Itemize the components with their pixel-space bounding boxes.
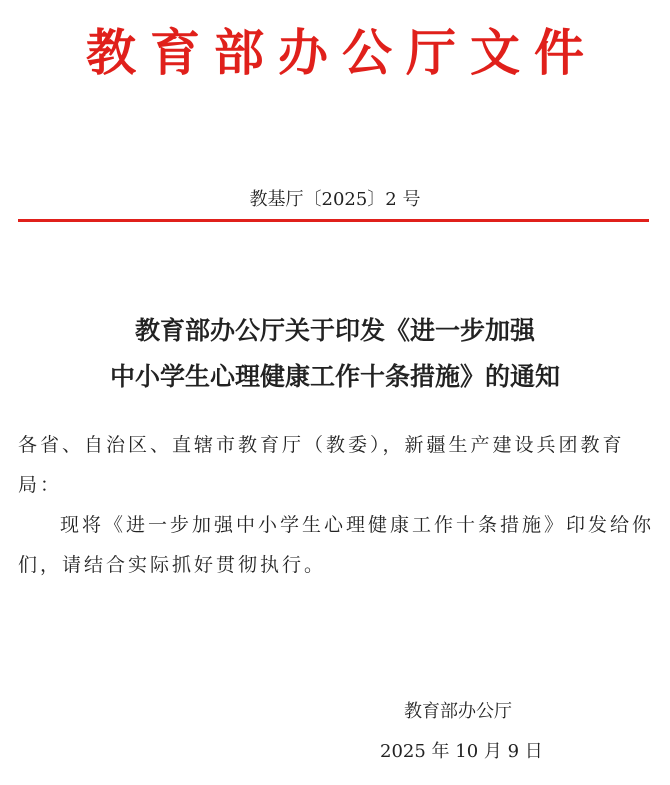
addressees: 各省、自治区、直辖市教育厅（教委），新疆生产建设兵团教育局： [18,434,625,496]
document-number: 教基厅〔2025〕2 号 [249,189,421,210]
issue-date: 2025 年 10 月 9 日 [380,741,543,762]
body-paragraph: 现将《进一步加强中小学生心理健康工作十条措施》印发给你们，请结合实际抓好贯彻执行。 [18,514,655,576]
document-header-title: 教育部办公厅文件 [86,23,598,82]
notice-title [0,308,670,400]
notice-body [18,425,654,585]
notice-title-line-1: 教育部办公厅关于印发《进一步加强 [134,316,535,345]
notice-title-line-2: 中小学生心理健康工作十条措施》的通知 [109,362,560,391]
issuing-organization: 教育部办公厅 [404,701,512,722]
red-separator-line [18,219,649,222]
